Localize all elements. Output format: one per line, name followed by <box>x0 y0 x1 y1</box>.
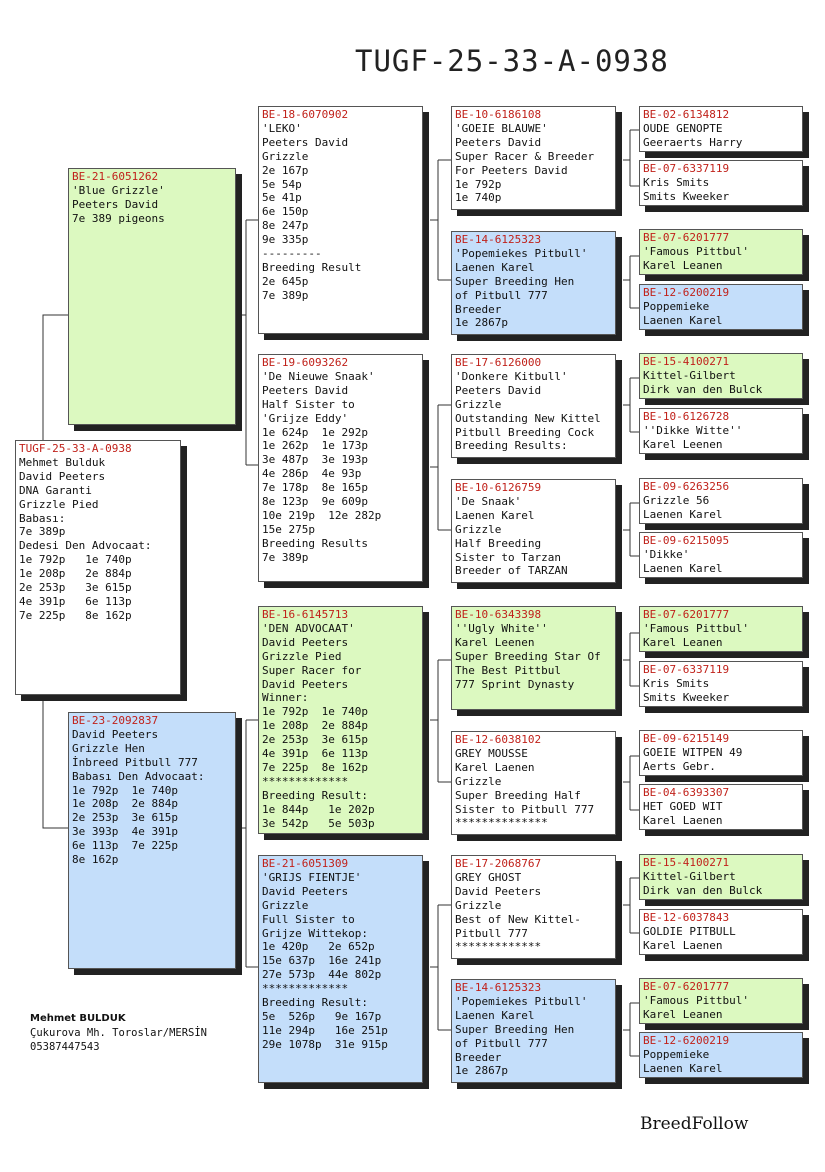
pedigree-line: 'LEKO' <box>262 121 302 135</box>
ring-number: BE-10-6343398 <box>455 608 542 621</box>
ring-number: BE-07-6201777 <box>643 231 730 244</box>
pedigree-line: Breeding Results: <box>455 439 568 453</box>
pedigree-line: 1e 208p 2e 884p <box>19 567 132 581</box>
ring-number: BE-14-6125323 <box>455 981 542 994</box>
ring-number: BE-12-6037843 <box>643 911 730 924</box>
ring-number: BE-09-6215095 <box>643 534 730 547</box>
pedigree-line: 'Popemiekes Pitbull' <box>455 246 588 260</box>
pedigree-line: Grijze Wittekop: <box>262 926 368 940</box>
ring-number: BE-09-6215149 <box>643 732 730 745</box>
pedigree-line: Laenen Karel <box>643 561 723 575</box>
pedigree-line: Peeters David <box>455 135 542 149</box>
pedigree-line: Laenen Karel <box>643 507 723 521</box>
pedigree-line: 29e 1078p 31e 915p <box>262 1037 388 1051</box>
pedigree-line: 1e 792p 1e 740p <box>19 553 132 567</box>
pedigree-line: Super Breeding Hen <box>455 274 575 288</box>
ring-number: BE-16-6145713 <box>262 608 349 621</box>
pedigree-line: 2e 253p 3e 615p <box>72 811 178 825</box>
gen4-card-4 <box>451 479 616 583</box>
pedigree-line: Karel Leenen <box>643 437 723 451</box>
pedigree-line: Grizzle Pied <box>262 649 342 663</box>
pedigree-line: Peeters David <box>72 197 159 211</box>
pedigree-line: Grizzle 56 <box>643 493 710 507</box>
pedigree-line: 1e 792p 1e 740p <box>262 705 368 719</box>
pedigree-line: 7e 389 pigeons <box>72 211 165 225</box>
pedigree-line: of Pitbull 777 <box>455 288 548 302</box>
pedigree-line: Karel Leanen <box>643 258 723 272</box>
pedigree-line: 7e 389p <box>262 550 309 564</box>
ring-number: BE-21-6051262 <box>72 170 159 183</box>
gen4-card-2 <box>451 231 616 335</box>
granddam-paternal-card <box>258 354 423 582</box>
ring-number: BE-12-6200219 <box>643 286 730 299</box>
pedigree-line: 2e 253p 3e 615p <box>19 581 132 595</box>
pedigree-line: 'De Snaak' <box>455 494 522 508</box>
subject-pigeon-card <box>15 440 181 695</box>
pedigree-line: 8e 123p 9e 609p <box>262 495 368 509</box>
pedigree-line: 5e 54p <box>262 177 302 191</box>
pedigree-line: Breeding Result <box>262 260 362 274</box>
pedigree-line: ************* <box>262 774 349 788</box>
pedigree-line: Grizzle <box>455 898 502 912</box>
pedigree-line: Kittel-Gilbert <box>643 869 736 883</box>
pedigree-line: Outstanding New Kittel <box>455 411 601 425</box>
pedigree-line: Grizzle <box>455 522 502 536</box>
pedigree-line: Dedesi Den Advocaat: <box>19 539 152 553</box>
pedigree-line: Kris Smits <box>643 676 710 690</box>
ring-number: BE-19-6093262 <box>262 356 349 369</box>
pedigree-line: Karel Leanen <box>643 1007 723 1021</box>
pedigree-line: Laenen Karel <box>643 313 723 327</box>
gen5-card-1 <box>639 106 803 152</box>
pedigree-line: Smits Kweeker <box>643 690 730 704</box>
pedigree-line: 4e 286p 4e 93p <box>262 467 362 481</box>
ring-number: BE-10-6186108 <box>455 108 542 121</box>
owner-name: Mehmet BULDUK <box>30 1013 126 1024</box>
pedigree-line: 8e 247p <box>262 219 309 233</box>
pedigree-line: 7e 225p 8e 162p <box>19 608 132 622</box>
pedigree-line: Breeding Result: <box>262 788 368 802</box>
gen5-card-12 <box>639 784 803 830</box>
pedigree-line: 1e 740p <box>455 191 502 205</box>
pedigree-line: Breeding Result: <box>262 996 368 1010</box>
pedigree-line: 6e 113p 7e 225p <box>72 839 178 853</box>
pedigree-line: Pitbull 777 <box>455 926 528 940</box>
ring-number: BE-07-6337119 <box>643 162 730 175</box>
pedigree-line: 4e 391p 6e 113p <box>262 747 368 761</box>
ring-number: BE-07-6201777 <box>643 980 730 993</box>
pedigree-line: Peeters David <box>262 383 349 397</box>
pedigree-line: --------- <box>262 247 322 261</box>
pedigree-line: 'Famous Pittbul' <box>643 244 749 258</box>
pedigree-line: 'GOEIE BLAUWE' <box>455 121 548 135</box>
pedigree-line: 'Donkere Kitbull' <box>455 369 568 383</box>
pedigree-line: David Peeters <box>455 884 542 898</box>
dam-card <box>68 712 236 969</box>
pedigree-line: Full Sister to <box>262 912 355 926</box>
gen5-card-3 <box>639 229 803 275</box>
gen5-card-4 <box>639 284 803 330</box>
pedigree-line: 7e 178p 8e 165p <box>262 481 368 495</box>
owner-address: Çukurova Mh. Toroslar/MERSİN <box>30 1027 208 1039</box>
gen5-card-14 <box>639 909 803 955</box>
pedigree-line: ************** <box>455 816 548 830</box>
ring-number: BE-18-6070902 <box>262 108 349 121</box>
pedigree-line: HET GOED WIT <box>643 799 723 813</box>
pedigree-line: Mehmet Bulduk <box>19 455 106 469</box>
pedigree-line: 'Famous Pittbul' <box>643 621 749 635</box>
pedigree-line: 'DEN ADVOCAAT' <box>262 621 355 635</box>
pedigree-line: Grizzle Hen <box>72 741 145 755</box>
pedigree-line: 2e 167p <box>262 163 309 177</box>
pedigree-line: 9e 335p <box>262 233 309 247</box>
pedigree-line: 2e 253p 3e 615p <box>262 733 368 747</box>
pedigree-line: 4e 391p 6e 113p <box>19 594 132 608</box>
ring-number: BE-15-4100271 <box>643 355 730 368</box>
grandsire-paternal-card <box>258 106 423 334</box>
gen5-card-15 <box>639 978 803 1024</box>
ring-number: BE-04-6393307 <box>643 786 730 799</box>
pedigree-line: 'GRIJS FIENTJE' <box>262 870 362 884</box>
pedigree-line: 'Dikke' <box>643 547 690 561</box>
pedigree-line: Breeder <box>455 1050 502 1064</box>
pedigree-line: Super Racer for <box>262 663 362 677</box>
pedigree-line: 'Famous Pittbul' <box>643 993 749 1007</box>
pedigree-line: David Peeters <box>262 884 349 898</box>
grandsire-maternal-card <box>258 606 423 834</box>
gen5-card-7 <box>639 478 803 524</box>
ring-number: BE-14-6125323 <box>455 233 542 246</box>
pedigree-line: DNA Garanti <box>19 483 92 497</box>
pedigree-line: Super Breeding Hen <box>455 1022 575 1036</box>
pedigree-line: ''Ugly White'' <box>455 621 548 635</box>
pedigree-line: Geeraerts Harry <box>643 135 743 149</box>
pedigree-line: 1e 262p 1e 173p <box>262 439 368 453</box>
gen5-card-5 <box>639 353 803 399</box>
granddam-maternal-card <box>258 855 423 1083</box>
pedigree-line: Breeder <box>455 302 502 316</box>
pedigree-line: 27e 573p 44e 802p <box>262 968 382 982</box>
pedigree-line: Babası: <box>19 511 66 525</box>
gen4-card-1 <box>451 106 616 210</box>
pedigree-line: GREY MOUSSE <box>455 746 528 760</box>
pedigree-line: 2e 645p <box>262 274 309 288</box>
pedigree-line: Sister to Pitbull 777 <box>455 802 595 816</box>
gen4-card-6 <box>451 731 616 835</box>
pedigree-line: of Pitbull 777 <box>455 1036 548 1050</box>
pedigree-line: GOEIE WITPEN 49 <box>643 745 743 759</box>
pedigree-line: 777 Sprint Dynasty <box>455 677 575 691</box>
pedigree-line: 1e 2867p <box>455 1064 508 1078</box>
pedigree-line: David Peeters <box>262 635 349 649</box>
ring-number: BE-09-6263256 <box>643 480 730 493</box>
pedigree-line: Karel Leenen <box>455 635 535 649</box>
ring-number: BE-17-6126000 <box>455 356 542 369</box>
pedigree-line: Kittel-Gilbert <box>643 368 736 382</box>
pedigree-line: 3e 393p 4e 391p <box>72 825 178 839</box>
pedigree-line: Smits Kweeker <box>643 189 730 203</box>
gen5-card-13 <box>639 854 803 900</box>
pedigree-line: Grizzle <box>262 898 309 912</box>
pedigree-line: Poppemieke <box>643 299 710 313</box>
pedigree-line: Super Breeding Star Of <box>455 649 601 663</box>
pedigree-line: Grizzle Pied <box>19 497 99 511</box>
ring-number: BE-17-2068767 <box>455 857 542 870</box>
pedigree-line: Aerts Gebr. <box>643 759 716 773</box>
pedigree-line: Dirk van den Bulck <box>643 883 763 897</box>
pedigree-line: İnbreed Pitbull 777 <box>72 755 198 769</box>
gen5-card-10 <box>639 661 803 707</box>
pedigree-line: Babası Den Advocaat: <box>72 769 205 783</box>
pedigree-line: Kris Smits <box>643 175 710 189</box>
gen5-card-16 <box>639 1032 803 1078</box>
pedigree-line: OUDE GENOPTE <box>643 121 723 135</box>
pedigree-line: GREY GHOST <box>455 870 522 884</box>
ring-number: BE-12-6038102 <box>455 733 542 746</box>
gen4-card-7 <box>451 855 616 959</box>
pedigree-line: 15e 637p 16e 241p <box>262 954 382 968</box>
gen5-card-11 <box>639 730 803 776</box>
pedigree-line: 1e 2867p <box>455 316 508 330</box>
pedigree-line: 8e 162p <box>72 853 119 867</box>
ring-number: TUGF-25-33-A-0938 <box>19 442 132 455</box>
pedigree-line: David Peeters <box>19 469 106 483</box>
pedigree-line: Laenen Karel <box>455 260 535 274</box>
pedigree-line: 'Popemiekes Pitbull' <box>455 994 588 1008</box>
pedigree-line: Grizzle <box>455 397 502 411</box>
pedigree-line: Super Breeding Half <box>455 788 581 802</box>
pedigree-line: 1e 420p 2e 652p <box>262 940 375 954</box>
ring-number: BE-23-2092837 <box>72 714 159 727</box>
gen5-card-2 <box>639 160 803 206</box>
pedigree-line: ''Dikke Witte'' <box>643 423 743 437</box>
ring-number: BE-07-6201777 <box>643 608 730 621</box>
gen4-card-8 <box>451 979 616 1083</box>
pedigree-line: Pitbull Breeding Cock <box>455 425 595 439</box>
pedigree-line: 6e 150p <box>262 205 309 219</box>
brand-logo-text: BreedFollow <box>640 1114 749 1134</box>
pedigree-line: ************* <box>262 982 349 996</box>
pedigree-line: Peeters David <box>455 383 542 397</box>
pedigree-line: 1e 792p <box>455 177 502 191</box>
pedigree-line: Dirk van den Bulck <box>643 382 763 396</box>
ring-number: BE-10-6126759 <box>455 481 542 494</box>
pedigree-line: Laenen Karel <box>455 1008 535 1022</box>
pedigree-line: 3e 487p 3e 193p <box>262 453 368 467</box>
ring-number: BE-02-6134812 <box>643 108 730 121</box>
pedigree-line: Breeder of TARZAN <box>455 564 568 578</box>
pedigree-title: TUGF-25-33-A-0938 <box>355 44 669 78</box>
pedigree-line: Sister to Tarzan <box>455 550 561 564</box>
pedigree-line: Poppemieke <box>643 1047 710 1061</box>
pedigree-line: 7e 389p <box>19 525 66 539</box>
pedigree-line: Peeters David <box>262 135 349 149</box>
ring-number: BE-07-6337119 <box>643 663 730 676</box>
pedigree-line: Grizzle <box>262 149 309 163</box>
pedigree-line: Karel Laenen <box>643 813 723 827</box>
pedigree-line: Super Racer & Breeder <box>455 149 595 163</box>
owner-phone: 05387447543 <box>30 1041 100 1053</box>
pedigree-line: Karel Laenen <box>643 938 723 952</box>
pedigree-line: 11e 294p 16e 251p <box>262 1023 388 1037</box>
gen4-card-3 <box>451 354 616 458</box>
gen5-card-6 <box>639 408 803 454</box>
pedigree-line: For Peeters David <box>455 163 568 177</box>
pedigree-line: Breeding Results <box>262 536 368 550</box>
pedigree-line: GOLDIE PITBULL <box>643 924 736 938</box>
pedigree-line: 5e 41p <box>262 191 302 205</box>
gen4-card-5 <box>451 606 616 710</box>
pedigree-line: The Best Pittbul <box>455 663 561 677</box>
ring-number: BE-12-6200219 <box>643 1034 730 1047</box>
pedigree-line: 'Grijze Eddy' <box>262 411 349 425</box>
pedigree-line: 'Blue Grizzle' <box>72 183 165 197</box>
pedigree-line: Karel Laenen <box>455 760 535 774</box>
pedigree-line: Half Breeding <box>455 536 542 550</box>
owner-contact <box>30 1012 207 1054</box>
pedigree-line: 7e 225p 8e 162p <box>262 760 368 774</box>
ring-number: BE-15-4100271 <box>643 856 730 869</box>
gen5-card-9 <box>639 606 803 652</box>
pedigree-line: Laenen Karel <box>455 508 535 522</box>
ring-number: BE-10-6126728 <box>643 410 730 423</box>
pedigree-line: Grizzle <box>455 774 502 788</box>
pedigree-line: Laenen Karel <box>643 1061 723 1075</box>
pedigree-line: Karel Leanen <box>643 635 723 649</box>
pedigree-line: Best of New Kittel- <box>455 912 581 926</box>
pedigree-line: 1e 624p 1e 292p <box>262 425 368 439</box>
pedigree-line: 3e 542p 5e 503p <box>262 816 375 830</box>
pedigree-line: 7e 389p <box>262 288 309 302</box>
pedigree-line: 5e 526p 9e 167p <box>262 1009 382 1023</box>
pedigree-line: Half Sister to <box>262 397 355 411</box>
pedigree-line: 1e 208p 2e 884p <box>72 797 178 811</box>
pedigree-line: 15e 275p <box>262 522 315 536</box>
pedigree-line: 1e 208p 2e 884p <box>262 719 368 733</box>
pedigree-line: 10e 219p 12e 282p <box>262 508 382 522</box>
pedigree-line: 'De Nieuwe Snaak' <box>262 369 375 383</box>
sire-card <box>68 168 236 425</box>
ring-number: BE-21-6051309 <box>262 857 349 870</box>
gen5-card-8 <box>639 532 803 578</box>
pedigree-line: ************* <box>455 940 542 954</box>
pedigree-line: Winner: <box>262 691 309 705</box>
pedigree-line: 1e 844p 1e 202p <box>262 802 375 816</box>
pedigree-line: David Peeters <box>72 727 159 741</box>
pedigree-line: David Peeters <box>262 677 349 691</box>
pedigree-line: 1e 792p 1e 740p <box>72 783 178 797</box>
